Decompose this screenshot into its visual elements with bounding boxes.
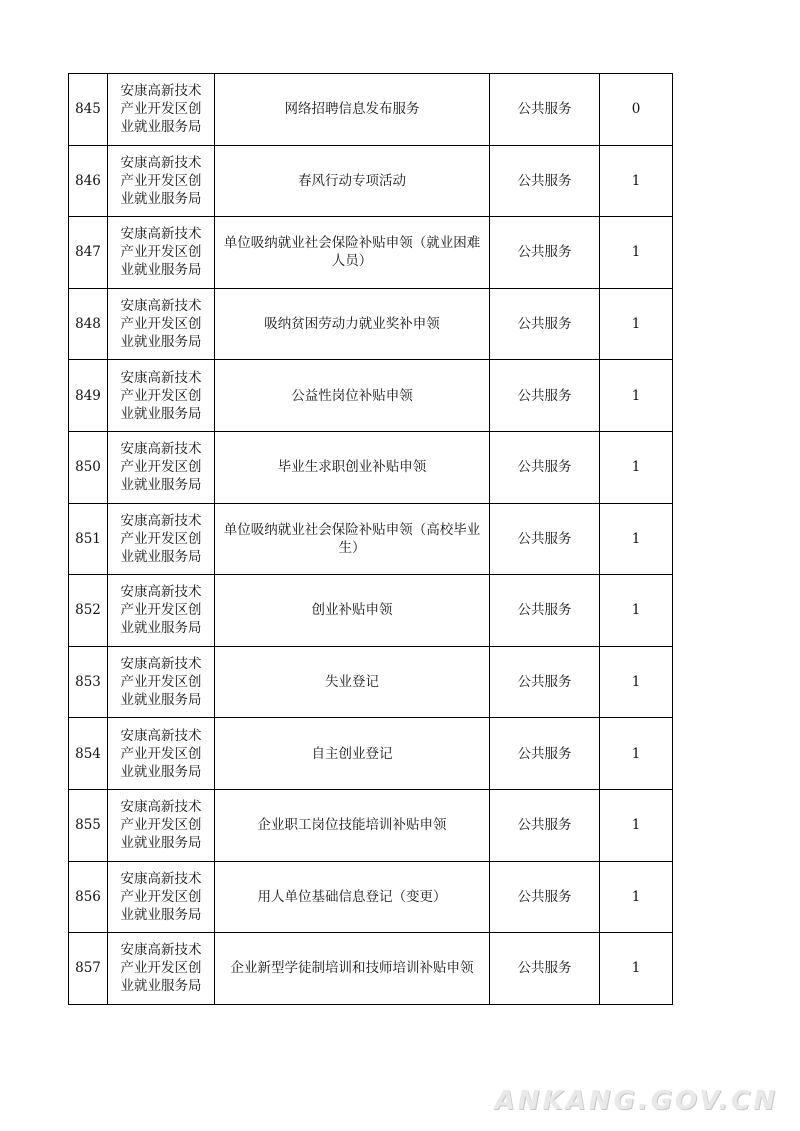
service-item-name: 企业职工岗位技能培训补贴申领 (215, 789, 490, 861)
department-cell (108, 360, 215, 432)
row-number: 855 (69, 789, 108, 861)
service-item-name: 春风行动专项活动 (215, 145, 490, 217)
department-line: 安康高新技术 (120, 656, 202, 673)
department-cell (108, 431, 215, 503)
row-number: 857 (69, 933, 108, 1005)
item-count: 1 (600, 217, 673, 289)
department-line: 产业开发区创 (120, 244, 202, 261)
item-count: 1 (600, 503, 673, 575)
department-line: 安康高新技术 (120, 870, 202, 887)
department-cell (108, 789, 215, 861)
row-number: 849 (69, 360, 108, 432)
department-line: 安康高新技术 (120, 441, 202, 458)
table-row (69, 789, 673, 861)
row-number: 847 (69, 217, 108, 289)
service-category: 公共服务 (490, 718, 600, 790)
department-cell (108, 933, 215, 1005)
item-count: 0 (600, 74, 673, 146)
row-number: 851 (69, 503, 108, 575)
department-line: 产业开发区创 (120, 817, 202, 834)
row-number: 853 (69, 646, 108, 718)
service-category: 公共服务 (490, 360, 600, 432)
department-line: 产业开发区创 (120, 172, 202, 189)
service-category: 公共服务 (490, 789, 600, 861)
service-item-name: 吸纳贫困劳动力就业奖补申领 (215, 288, 490, 360)
department-line: 业就业服务局 (120, 978, 202, 995)
row-number: 850 (69, 431, 108, 503)
row-number: 854 (69, 718, 108, 790)
service-item-name: 自主创业登记 (215, 718, 490, 790)
item-count: 1 (600, 789, 673, 861)
department-line: 业就业服务局 (120, 477, 202, 494)
item-count: 1 (600, 575, 673, 647)
table-row (69, 74, 673, 146)
table-row (69, 646, 673, 718)
service-item-name: 网络招聘信息发布服务 (215, 74, 490, 146)
item-count: 1 (600, 431, 673, 503)
department-line: 安康高新技术 (120, 727, 202, 744)
department-cell (108, 861, 215, 933)
item-count: 1 (600, 718, 673, 790)
department-line: 安康高新技术 (120, 942, 202, 959)
department-line: 业就业服务局 (120, 835, 202, 852)
row-number: 852 (69, 575, 108, 647)
site-watermark: ANKANG.GOV.CN (494, 1086, 778, 1116)
department-line: 产业开发区创 (120, 960, 202, 977)
row-number: 846 (69, 145, 108, 217)
service-category: 公共服务 (490, 74, 600, 146)
department-line: 业就业服务局 (120, 334, 202, 351)
table-body (69, 74, 673, 1005)
department-cell (108, 575, 215, 647)
department-line: 产业开发区创 (120, 888, 202, 905)
table-row (69, 575, 673, 647)
service-item-name: 毕业生求职创业补贴申领 (215, 431, 490, 503)
service-category: 公共服务 (490, 217, 600, 289)
table-row (69, 145, 673, 217)
service-item-name: 单位吸纳就业社会保险补贴申领（高校毕业生） (215, 503, 490, 575)
service-item-name: 创业补贴申领 (215, 575, 490, 647)
department-line: 安康高新技术 (120, 799, 202, 816)
service-items-table (68, 73, 673, 1005)
department-line: 安康高新技术 (120, 298, 202, 315)
department-line: 产业开发区创 (120, 316, 202, 333)
service-item-name: 失业登记 (215, 646, 490, 718)
department-line: 业就业服务局 (120, 906, 202, 923)
item-count: 1 (600, 360, 673, 432)
department-line: 安康高新技术 (120, 512, 202, 529)
department-cell (108, 646, 215, 718)
item-count: 1 (600, 861, 673, 933)
department-line: 产业开发区创 (120, 101, 202, 118)
department-line: 业就业服务局 (120, 262, 202, 279)
department-line: 业就业服务局 (120, 763, 202, 780)
row-number: 848 (69, 288, 108, 360)
department-cell (108, 288, 215, 360)
department-line: 业就业服务局 (120, 119, 202, 136)
department-line: 业就业服务局 (120, 692, 202, 709)
department-line: 业就业服务局 (120, 405, 202, 422)
department-line: 安康高新技术 (120, 584, 202, 601)
table-row (69, 861, 673, 933)
service-category: 公共服务 (490, 145, 600, 217)
service-item-name: 企业新型学徒制培训和技师培训补贴申领 (215, 933, 490, 1005)
service-item-name: 单位吸纳就业社会保险补贴申领（就业困难人员） (215, 217, 490, 289)
department-line: 安康高新技术 (120, 83, 202, 100)
department-line: 产业开发区创 (120, 387, 202, 404)
department-line: 业就业服务局 (120, 548, 202, 565)
table-row (69, 503, 673, 575)
department-line: 业就业服务局 (120, 190, 202, 207)
table-row (69, 718, 673, 790)
service-category: 公共服务 (490, 503, 600, 575)
department-line: 安康高新技术 (120, 369, 202, 386)
service-category: 公共服务 (490, 933, 600, 1005)
service-category: 公共服务 (490, 646, 600, 718)
row-number: 845 (69, 74, 108, 146)
service-category: 公共服务 (490, 431, 600, 503)
department-line: 产业开发区创 (120, 674, 202, 691)
item-count: 1 (600, 288, 673, 360)
table-row (69, 431, 673, 503)
table-row (69, 933, 673, 1005)
item-count: 1 (600, 646, 673, 718)
department-line: 产业开发区创 (120, 530, 202, 547)
department-line: 业就业服务局 (120, 620, 202, 637)
department-line: 安康高新技术 (120, 154, 202, 171)
table-row (69, 288, 673, 360)
department-cell (108, 718, 215, 790)
item-count: 1 (600, 145, 673, 217)
service-item-name: 公益性岗位补贴申领 (215, 360, 490, 432)
service-category: 公共服务 (490, 288, 600, 360)
row-number: 856 (69, 861, 108, 933)
department-line: 产业开发区创 (120, 602, 202, 619)
department-line: 安康高新技术 (120, 226, 202, 243)
service-category: 公共服务 (490, 575, 600, 647)
table-row (69, 217, 673, 289)
service-category: 公共服务 (490, 861, 600, 933)
department-line: 产业开发区创 (120, 745, 202, 762)
item-count: 1 (600, 933, 673, 1005)
department-cell (108, 503, 215, 575)
department-cell (108, 145, 215, 217)
table-row (69, 360, 673, 432)
service-item-name: 用人单位基础信息登记（变更） (215, 861, 490, 933)
department-cell (108, 217, 215, 289)
department-cell (108, 74, 215, 146)
department-line: 产业开发区创 (120, 459, 202, 476)
